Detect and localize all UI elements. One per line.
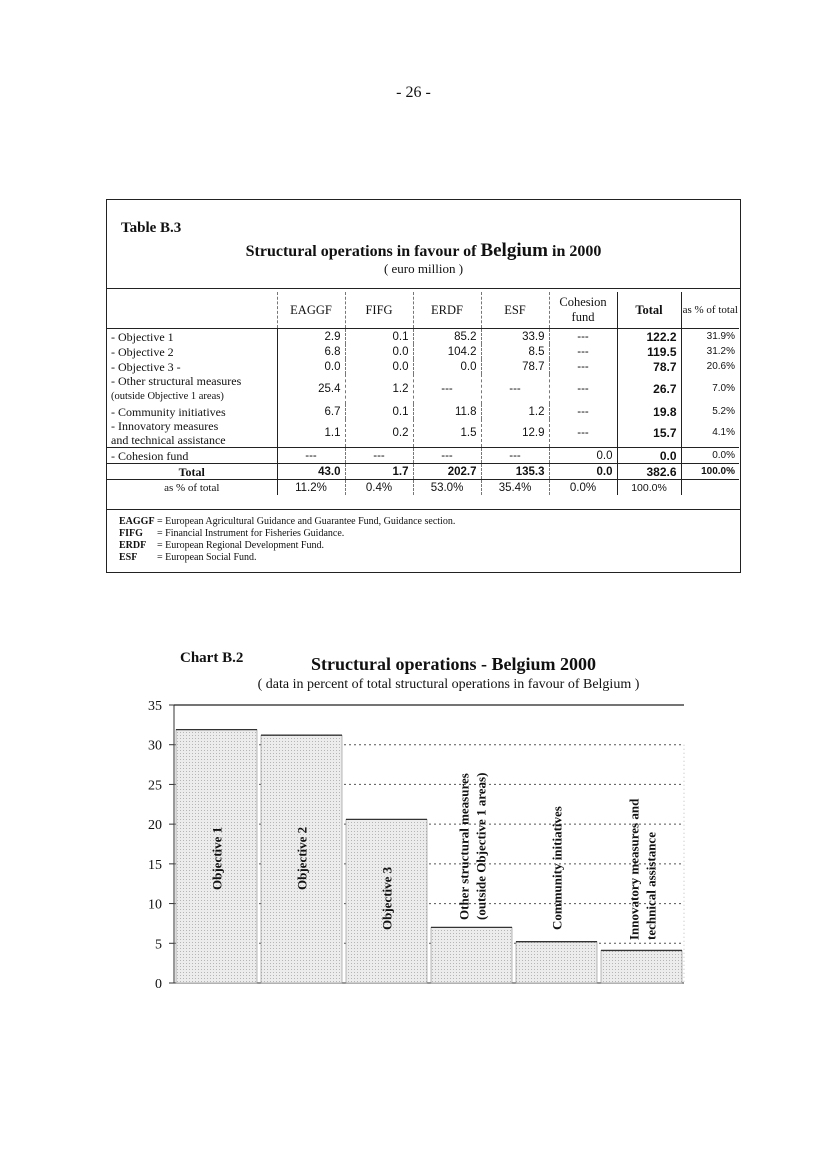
row-label-text: - Innovatory measures [111,419,219,433]
table-title-prefix: Structural operations in favour of [245,243,477,260]
cell: 25.4 [277,374,345,404]
cell: 202.7 [413,464,481,480]
cell: --- [549,359,617,374]
cell: 0.0 [277,359,345,374]
cell: 100.0% [617,480,681,496]
cell: 0.0 [549,464,617,480]
table-subtitle: ( euro million ) [383,261,464,276]
cell: 119.5 [617,344,681,359]
table-title-country: Belgium [480,240,549,261]
cell: 2.9 [277,329,345,345]
cell: 0.0 [345,359,413,374]
table-title-suffix: in 2000 [552,243,602,260]
cell: --- [413,374,481,404]
row-label-text: - Objective 2 [111,344,174,359]
cell: 7.0% [681,374,739,404]
cell: 4.1% [681,419,739,448]
y-tick-label: 0 [155,977,162,992]
row-label-text: Total [178,464,205,479]
cell: 122.2 [617,329,681,345]
y-tick-label: 35 [148,699,162,714]
y-tick-label: 25 [148,778,162,794]
header-fifg: FIFG [345,292,413,329]
cell: 0.0% [681,448,739,464]
cell: 1.5 [413,419,481,448]
cell: 31.2% [681,344,739,359]
row-label-text: - Community initiatives [111,404,226,419]
cell: --- [277,448,345,464]
y-tick-label: 30 [148,738,162,754]
cell: 78.7 [481,359,549,374]
bar [431,927,512,983]
cell: --- [549,419,617,448]
cell: 8.5 [481,344,549,359]
category-label: Innovatory measures and [626,798,642,940]
cell: 33.9 [481,329,549,345]
category-label: Objective 3 [379,866,395,930]
header-total: Total [617,292,681,329]
cell: 0.0% [549,480,617,496]
cell: 31.9% [681,329,739,345]
category-label: technical assistance [643,832,659,940]
cell: 0.0 [345,344,413,359]
cell: 0.0 [549,448,617,464]
cell: --- [345,448,413,464]
legend-text: = Financial Instrument for Fisheries Guidance. [157,528,345,539]
chart-title: Structural operations - Belgium 2000 [311,654,596,674]
row-label-text: - Objective 1 [111,329,174,344]
row-label-sub: (outside Objective 1 areas) [111,391,224,402]
row-label-text: - Objective 3 - [111,359,181,374]
bar [601,950,682,983]
cell: 15.7 [617,419,681,448]
cell: 1.2 [481,404,549,419]
cell: --- [549,404,617,419]
cell: --- [549,344,617,359]
cell: 6.7 [277,404,345,419]
category-label: Other structural measures [456,773,472,920]
cell: 5.2% [681,404,739,419]
header-esf: ESF [481,292,549,329]
legend-abbr: EAGGF [119,516,155,527]
y-tick-label: 10 [148,897,162,913]
y-tick-label: 20 [148,818,162,834]
cell: --- [481,448,549,464]
legend-abbr: FIFG [119,528,143,539]
chart-label: Chart B.2 [180,650,244,666]
bar [516,942,597,983]
category-label: Community initiatives [549,806,565,930]
cell: 0.2 [345,419,413,448]
page-number: - 26 - [396,84,431,101]
cell: --- [413,448,481,464]
category-label: Objective 2 [294,826,310,890]
cell: --- [549,329,617,345]
header-erdf: ERDF [413,292,481,329]
cell: 0.1 [345,329,413,345]
cell: 85.2 [413,329,481,345]
cell: 135.3 [481,464,549,480]
cell: 1.7 [345,464,413,480]
header-cohesion-fund: Cohesion fund [549,292,617,329]
cell: 43.0 [277,464,345,480]
cell: 0.4% [345,480,413,496]
chart-subtitle: ( data in percent of total structural operations in favour of Belgium ) [257,677,640,692]
cell: --- [549,374,617,404]
legend-text: = European Regional Development Fund. [157,540,324,551]
cell: 12.9 [481,419,549,448]
cell: 1.2 [345,374,413,404]
cell: 53.0% [413,480,481,496]
cell: 11.2% [277,480,345,496]
category-label: Objective 1 [209,826,225,890]
cell: 0.0 [617,448,681,464]
y-tick-label: 15 [148,857,162,873]
cell: 100.0% [681,464,739,480]
cell: 11.8 [413,404,481,419]
cell: 104.2 [413,344,481,359]
row-label-text: - Other structural measures [111,374,242,388]
table-label: Table B.3 [121,220,182,236]
legend-abbr: ERDF [119,540,147,551]
cell: 1.1 [277,419,345,448]
cell: 6.8 [277,344,345,359]
cell: 0.0 [413,359,481,374]
y-tick-label: 5 [155,937,162,953]
row-label-text: as % of total [164,481,220,494]
cell: 0.1 [345,404,413,419]
header-eaggf: EAGGF [277,292,345,329]
header-pct-total: as % of total [681,292,739,329]
cell: 35.4% [481,480,549,496]
legend-abbr: ESF [119,552,138,563]
row-label-text: - Cohesion fund [111,448,189,463]
cell: 78.7 [617,359,681,374]
cell: 382.6 [617,464,681,480]
legend-text: = European Social Fund. [157,552,257,563]
cell: 19.8 [617,404,681,419]
cell: 26.7 [617,374,681,404]
cell: --- [481,374,549,404]
legend-text: = European Agricultural Guidance and Guarantee Fund, Guidance section. [157,516,456,527]
cell: 20.6% [681,359,739,374]
category-label: (outside Objective 1 areas) [473,772,489,920]
row-label-sub: and technical assistance [111,433,226,447]
